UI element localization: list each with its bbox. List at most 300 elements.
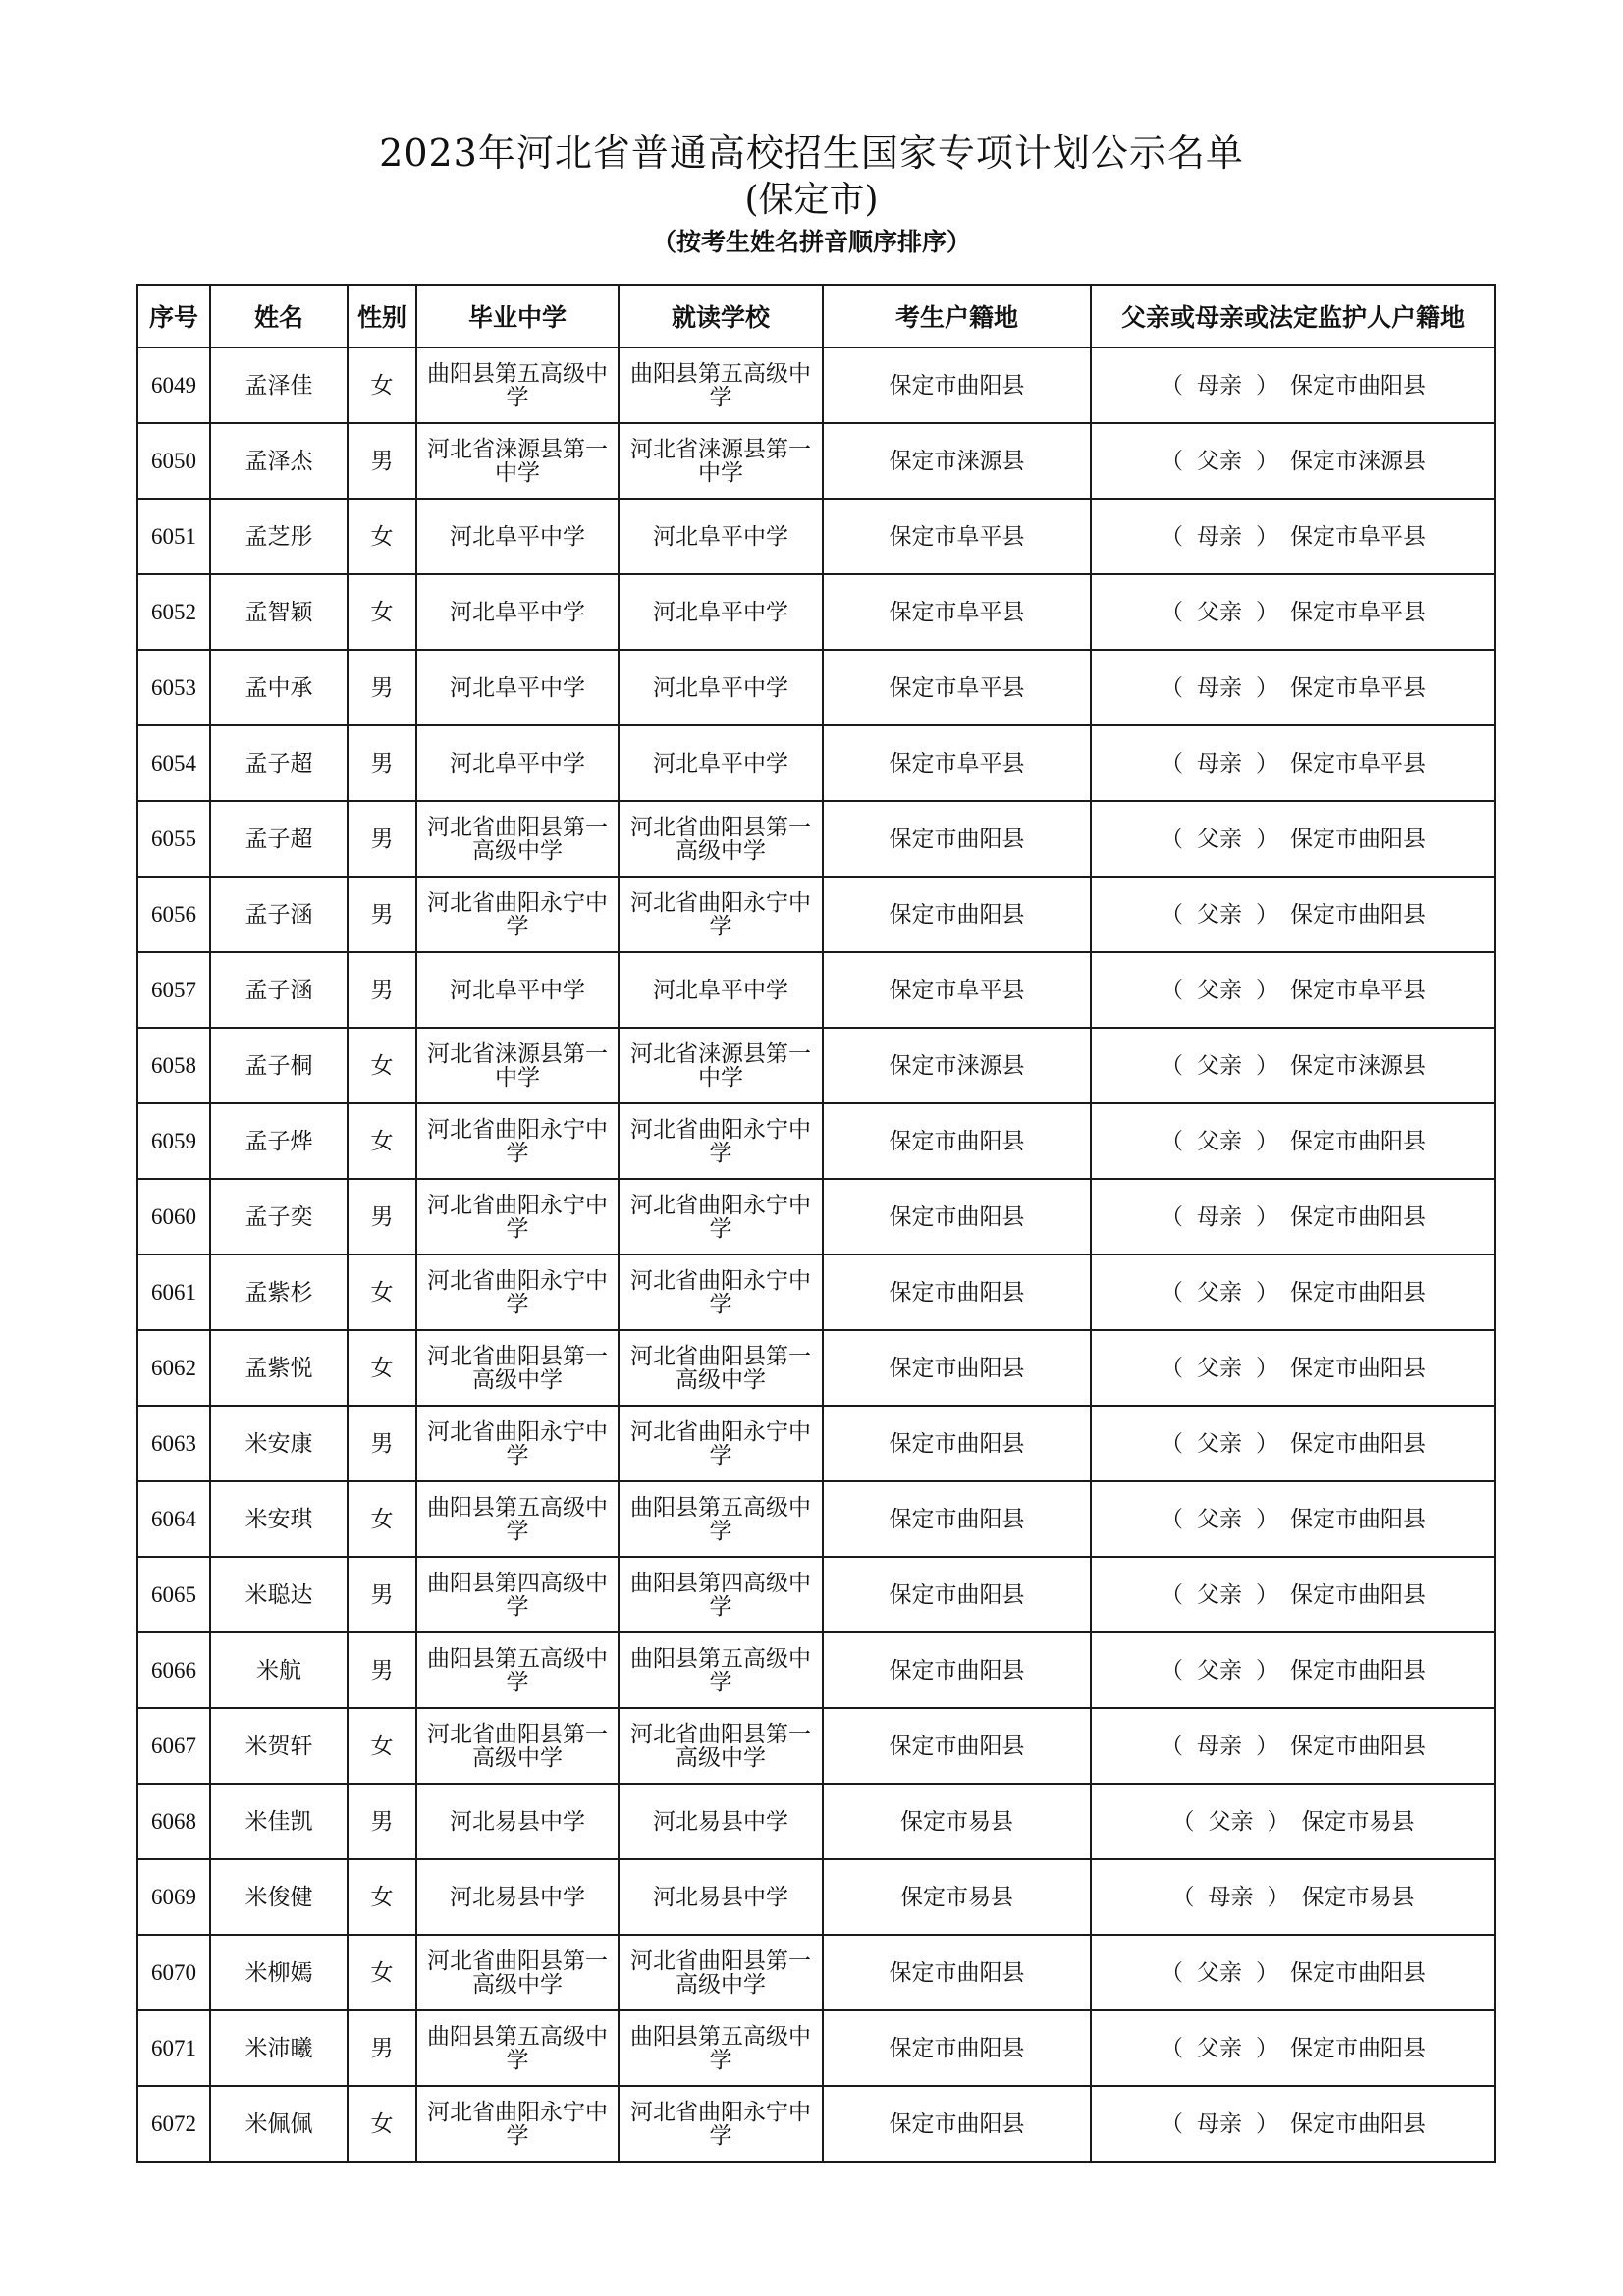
cell-name: 米聪达	[210, 1557, 348, 1632]
paren-close: ）	[1256, 1959, 1278, 1986]
cell-gender: 女	[348, 1255, 416, 1330]
cell-id: 6068	[137, 1784, 210, 1859]
cell-study-school: 河北省曲阳永宁中学	[619, 1103, 823, 1179]
table-row	[137, 2086, 1495, 2162]
cell-residence: 保定市曲阳县	[823, 1330, 1091, 1406]
table-row	[137, 1330, 1495, 1406]
cell-grad-school: 河北易县中学	[416, 1859, 619, 1935]
table-row	[137, 347, 1495, 423]
cell-gender: 女	[348, 574, 416, 650]
cell-name: 孟紫悦	[210, 1330, 348, 1406]
table-row	[137, 725, 1495, 801]
guardian-relation: 父亲	[1197, 1279, 1242, 1306]
cell-name: 孟子超	[210, 801, 348, 877]
cell-id: 6054	[137, 725, 210, 801]
cell-grad-school: 河北阜平中学	[416, 499, 619, 574]
table-row	[137, 650, 1495, 725]
table-header	[137, 285, 1495, 347]
cell-gender: 女	[348, 1481, 416, 1557]
header-name: 姓名	[210, 285, 348, 347]
paren-open: （	[1161, 2110, 1183, 2137]
cell-residence: 保定市曲阳县	[823, 1708, 1091, 1784]
cell-guardian-residence	[1091, 423, 1495, 499]
guardian-relation: 父亲	[1197, 977, 1242, 1003]
guardian-relation: 母亲	[1197, 523, 1242, 550]
paren-close: ）	[1256, 599, 1278, 625]
cell-grad-school: 河北省曲阳永宁中学	[416, 1255, 619, 1330]
cell-study-school: 河北省曲阳永宁中学	[619, 1255, 823, 1330]
guardian-location: 保定市阜平县	[1290, 674, 1426, 701]
cell-study-school: 河北省曲阳永宁中学	[619, 877, 823, 952]
guardian-relation: 父亲	[1197, 1355, 1242, 1381]
cell-guardian-residence	[1091, 725, 1495, 801]
cell-id: 6061	[137, 1255, 210, 1330]
cell-grad-school: 曲阳县第五高级中学	[416, 347, 619, 423]
cell-name: 孟子涵	[210, 877, 348, 952]
paren-open: （	[1161, 2035, 1183, 2061]
cell-study-school: 河北阜平中学	[619, 499, 823, 574]
cell-residence: 保定市阜平县	[823, 499, 1091, 574]
paren-open: （	[1171, 1808, 1195, 1835]
paren-open: （	[1161, 1959, 1183, 1986]
cell-gender: 女	[348, 1859, 416, 1935]
cell-grad-school: 河北省曲阳县第一高级中学	[416, 1330, 619, 1406]
cell-gender: 女	[348, 347, 416, 423]
cell-guardian-residence	[1091, 1557, 1495, 1632]
guardian-location: 保定市曲阳县	[1290, 826, 1426, 852]
guardian-relation: 父亲	[1197, 1581, 1242, 1608]
cell-grad-school: 河北省曲阳永宁中学	[416, 1179, 619, 1255]
header-study-school: 就读学校	[619, 285, 823, 347]
paren-close: ）	[1256, 1581, 1278, 1608]
paren-open: （	[1161, 372, 1183, 399]
cell-residence: 保定市涞源县	[823, 423, 1091, 499]
paren-close: ）	[1256, 1279, 1278, 1306]
table-row	[137, 1103, 1495, 1179]
cell-id: 6053	[137, 650, 210, 725]
cell-grad-school: 河北省曲阳县第一高级中学	[416, 801, 619, 877]
cell-guardian-residence	[1091, 2010, 1495, 2086]
cell-residence: 保定市阜平县	[823, 952, 1091, 1028]
guardian-location: 保定市曲阳县	[1290, 1657, 1426, 1683]
page-title: 2023年河北省普通高校招生国家专项计划公示名单	[379, 132, 1244, 175]
paren-close: ）	[1256, 977, 1278, 1003]
cell-guardian-residence	[1091, 1255, 1495, 1330]
cell-id: 6067	[137, 1708, 210, 1784]
cell-grad-school: 河北阜平中学	[416, 725, 619, 801]
guardian-location: 保定市涞源县	[1290, 1052, 1426, 1079]
table-row	[137, 1859, 1495, 1935]
cell-id: 6049	[137, 347, 210, 423]
guardian-location: 保定市曲阳县	[1290, 1203, 1426, 1230]
cell-residence: 保定市阜平县	[823, 574, 1091, 650]
cell-id: 6051	[137, 499, 210, 574]
cell-residence: 保定市曲阳县	[823, 877, 1091, 952]
table-row	[137, 499, 1495, 574]
guardian-relation: 父亲	[1208, 1808, 1254, 1835]
cell-grad-school: 曲阳县第五高级中学	[416, 1481, 619, 1557]
cell-id: 6055	[137, 801, 210, 877]
paren-open: （	[1161, 1430, 1183, 1457]
guardian-location: 保定市易县	[1301, 1884, 1415, 1910]
cell-name: 米沛曦	[210, 2010, 348, 2086]
cell-grad-school: 河北省涞源县第一中学	[416, 423, 619, 499]
cell-residence: 保定市曲阳县	[823, 2086, 1091, 2162]
cell-gender: 男	[348, 423, 416, 499]
table-row	[137, 574, 1495, 650]
cell-grad-school: 河北省曲阳县第一高级中学	[416, 1708, 619, 1784]
header-row	[137, 285, 1495, 347]
cell-grad-school: 河北省曲阳永宁中学	[416, 1406, 619, 1481]
cell-name: 孟子超	[210, 725, 348, 801]
paren-open: （	[1161, 977, 1183, 1003]
cell-name: 孟子桐	[210, 1028, 348, 1103]
paren-open: （	[1161, 674, 1183, 701]
paren-open: （	[1161, 1279, 1183, 1306]
guardian-relation: 父亲	[1197, 1128, 1242, 1154]
header-gender: 性别	[348, 285, 416, 347]
cell-residence: 保定市阜平县	[823, 725, 1091, 801]
cell-residence: 保定市曲阳县	[823, 1481, 1091, 1557]
cell-gender: 女	[348, 1103, 416, 1179]
page-subtitle: (保定市)	[744, 180, 879, 220]
cell-name: 孟泽杰	[210, 423, 348, 499]
cell-gender: 女	[348, 1028, 416, 1103]
cell-gender: 男	[348, 650, 416, 725]
cell-name: 孟子烨	[210, 1103, 348, 1179]
cell-name: 米佳凯	[210, 1784, 348, 1859]
cell-name: 孟芝彤	[210, 499, 348, 574]
table-row	[137, 1255, 1495, 1330]
guardian-location: 保定市曲阳县	[1290, 901, 1426, 928]
cell-grad-school: 河北省曲阳永宁中学	[416, 2086, 619, 2162]
cell-id: 6065	[137, 1557, 210, 1632]
cell-name: 米贺轩	[210, 1708, 348, 1784]
cell-grad-school: 河北阜平中学	[416, 952, 619, 1028]
cell-guardian-residence	[1091, 1406, 1495, 1481]
paren-close: ）	[1256, 674, 1278, 701]
paren-open: （	[1161, 523, 1183, 550]
header-guardian-residence: 父亲或母亲或法定监护人户籍地	[1091, 285, 1495, 347]
table-row	[137, 1481, 1495, 1557]
cell-name: 孟子涵	[210, 952, 348, 1028]
cell-guardian-residence	[1091, 1784, 1495, 1859]
guardian-relation: 父亲	[1197, 1052, 1242, 1079]
cell-guardian-residence	[1091, 1179, 1495, 1255]
cell-gender: 男	[348, 952, 416, 1028]
cell-guardian-residence	[1091, 1481, 1495, 1557]
cell-gender: 男	[348, 2010, 416, 2086]
cell-study-school: 河北省曲阳县第一高级中学	[619, 1935, 823, 2010]
cell-study-school: 河北省曲阳县第一高级中学	[619, 1708, 823, 1784]
paren-close: ）	[1256, 2035, 1278, 2061]
cell-name: 孟紫杉	[210, 1255, 348, 1330]
guardian-relation: 母亲	[1208, 1884, 1254, 1910]
paren-close: ）	[1256, 1355, 1278, 1381]
cell-guardian-residence	[1091, 1708, 1495, 1784]
cell-name: 孟子奕	[210, 1179, 348, 1255]
cell-grad-school: 河北易县中学	[416, 1784, 619, 1859]
cell-id: 6056	[137, 877, 210, 952]
cell-study-school: 曲阳县第五高级中学	[619, 347, 823, 423]
cell-id: 6060	[137, 1179, 210, 1255]
cell-gender: 男	[348, 1632, 416, 1708]
cell-name: 米柳嫣	[210, 1935, 348, 2010]
cell-gender: 男	[348, 877, 416, 952]
cell-residence: 保定市曲阳县	[823, 2010, 1091, 2086]
cell-guardian-residence	[1091, 347, 1495, 423]
cell-name: 孟智颖	[210, 574, 348, 650]
paren-open: （	[1171, 1884, 1195, 1910]
roster-table	[136, 284, 1496, 2163]
cell-id: 6070	[137, 1935, 210, 2010]
cell-residence: 保定市曲阳县	[823, 1935, 1091, 2010]
cell-name: 米安康	[210, 1406, 348, 1481]
cell-gender: 男	[348, 1557, 416, 1632]
paren-close: ）	[1256, 372, 1278, 399]
cell-study-school: 曲阳县第五高级中学	[619, 2010, 823, 2086]
guardian-relation: 父亲	[1197, 1657, 1242, 1683]
cell-guardian-residence	[1091, 2086, 1495, 2162]
paren-open: （	[1161, 1052, 1183, 1079]
guardian-relation: 父亲	[1197, 1959, 1242, 1986]
paren-close: ）	[1256, 1052, 1278, 1079]
header-grad-school: 毕业中学	[416, 285, 619, 347]
guardian-location: 保定市曲阳县	[1290, 1733, 1426, 1759]
table-row	[137, 1179, 1495, 1255]
paren-open: （	[1161, 599, 1183, 625]
cell-study-school: 河北阜平中学	[619, 650, 823, 725]
cell-grad-school: 曲阳县第五高级中学	[416, 1632, 619, 1708]
guardian-location: 保定市曲阳县	[1290, 1279, 1426, 1306]
paren-close: ）	[1256, 523, 1278, 550]
cell-guardian-residence	[1091, 499, 1495, 574]
cell-grad-school: 河北省曲阳永宁中学	[416, 1103, 619, 1179]
paren-open: （	[1161, 826, 1183, 852]
cell-gender: 男	[348, 725, 416, 801]
paren-open: （	[1161, 1128, 1183, 1154]
table-row	[137, 1784, 1495, 1859]
cell-study-school: 曲阳县第五高级中学	[619, 1481, 823, 1557]
cell-residence: 保定市曲阳县	[823, 1632, 1091, 1708]
cell-id: 6064	[137, 1481, 210, 1557]
table-row	[137, 2010, 1495, 2086]
cell-residence: 保定市曲阳县	[823, 347, 1091, 423]
cell-residence: 保定市曲阳县	[823, 1179, 1091, 1255]
paren-open: （	[1161, 1203, 1183, 1230]
guardian-location: 保定市曲阳县	[1290, 1581, 1426, 1608]
cell-id: 6050	[137, 423, 210, 499]
cell-guardian-residence	[1091, 1859, 1495, 1935]
guardian-location: 保定市曲阳县	[1290, 1355, 1426, 1381]
cell-guardian-residence	[1091, 1632, 1495, 1708]
cell-guardian-residence	[1091, 801, 1495, 877]
paren-close: ）	[1256, 826, 1278, 852]
cell-guardian-residence	[1091, 1103, 1495, 1179]
paren-open: （	[1161, 750, 1183, 776]
table-row	[137, 1935, 1495, 2010]
cell-id: 6062	[137, 1330, 210, 1406]
table-row	[137, 1632, 1495, 1708]
cell-grad-school: 河北阜平中学	[416, 574, 619, 650]
guardian-relation: 母亲	[1197, 372, 1242, 399]
table-body	[137, 347, 1495, 2162]
guardian-relation: 父亲	[1197, 901, 1242, 928]
cell-residence: 保定市曲阳县	[823, 801, 1091, 877]
table-row	[137, 801, 1495, 877]
cell-residence: 保定市易县	[823, 1859, 1091, 1935]
paren-open: （	[1161, 901, 1183, 928]
cell-name: 米安琪	[210, 1481, 348, 1557]
guardian-relation: 父亲	[1197, 826, 1242, 852]
guardian-location: 保定市曲阳县	[1290, 1128, 1426, 1154]
table-row	[137, 877, 1495, 952]
cell-guardian-residence	[1091, 952, 1495, 1028]
cell-study-school: 曲阳县第五高级中学	[619, 1632, 823, 1708]
table-row	[137, 423, 1495, 499]
cell-study-school: 曲阳县第四高级中学	[619, 1557, 823, 1632]
cell-residence: 保定市曲阳县	[823, 1557, 1091, 1632]
cell-residence: 保定市易县	[823, 1784, 1091, 1859]
cell-study-school: 河北省曲阳永宁中学	[619, 1179, 823, 1255]
paren-close: ）	[1267, 1884, 1290, 1910]
cell-gender: 男	[348, 1179, 416, 1255]
cell-guardian-residence	[1091, 650, 1495, 725]
paren-close: ）	[1256, 1203, 1278, 1230]
cell-grad-school: 曲阳县第五高级中学	[416, 2010, 619, 2086]
cell-name: 米俊健	[210, 1859, 348, 1935]
paren-close: ）	[1256, 750, 1278, 776]
cell-gender: 女	[348, 1935, 416, 2010]
guardian-location: 保定市曲阳县	[1290, 1506, 1426, 1532]
guardian-relation: 父亲	[1197, 599, 1242, 625]
guardian-location: 保定市曲阳县	[1290, 372, 1426, 399]
guardian-location: 保定市曲阳县	[1290, 1430, 1426, 1457]
cell-grad-school: 河北省涞源县第一中学	[416, 1028, 619, 1103]
cell-gender: 男	[348, 1406, 416, 1481]
paren-close: ）	[1256, 448, 1278, 474]
cell-study-school: 河北阜平中学	[619, 952, 823, 1028]
guardian-relation: 父亲	[1197, 448, 1242, 474]
cell-study-school: 河北易县中学	[619, 1859, 823, 1935]
cell-residence: 保定市曲阳县	[823, 1103, 1091, 1179]
cell-id: 6071	[137, 2010, 210, 2086]
guardian-location: 保定市曲阳县	[1290, 2035, 1426, 2061]
guardian-relation: 母亲	[1197, 2110, 1242, 2137]
paren-open: （	[1161, 1355, 1183, 1381]
cell-guardian-residence	[1091, 1028, 1495, 1103]
guardian-location: 保定市易县	[1301, 1808, 1415, 1835]
table-row	[137, 1028, 1495, 1103]
cell-residence: 保定市阜平县	[823, 650, 1091, 725]
paren-close: ）	[1256, 1506, 1278, 1532]
paren-open: （	[1161, 1657, 1183, 1683]
guardian-location: 保定市阜平县	[1290, 523, 1426, 550]
cell-id: 6057	[137, 952, 210, 1028]
guardian-location: 保定市阜平县	[1290, 750, 1426, 776]
cell-study-school: 河北省曲阳永宁中学	[619, 2086, 823, 2162]
guardian-location: 保定市阜平县	[1290, 977, 1426, 1003]
cell-study-school: 河北阜平中学	[619, 725, 823, 801]
cell-study-school: 河北易县中学	[619, 1784, 823, 1859]
paren-close: ）	[1256, 2110, 1278, 2137]
cell-study-school: 河北省曲阳县第一高级中学	[619, 1330, 823, 1406]
cell-residence: 保定市曲阳县	[823, 1255, 1091, 1330]
paren-close: ）	[1256, 1733, 1278, 1759]
cell-id: 6059	[137, 1103, 210, 1179]
guardian-relation: 母亲	[1197, 750, 1242, 776]
cell-id: 6066	[137, 1632, 210, 1708]
paren-close: ）	[1256, 1128, 1278, 1154]
cell-gender: 男	[348, 801, 416, 877]
paren-open: （	[1161, 448, 1183, 474]
guardian-location: 保定市曲阳县	[1290, 2110, 1426, 2137]
cell-gender: 女	[348, 2086, 416, 2162]
cell-id: 6072	[137, 2086, 210, 2162]
guardian-location: 保定市涞源县	[1290, 448, 1426, 474]
paren-close: ）	[1267, 1808, 1290, 1835]
cell-residence: 保定市涞源县	[823, 1028, 1091, 1103]
cell-name: 米航	[210, 1632, 348, 1708]
cell-id: 6052	[137, 574, 210, 650]
cell-grad-school: 河北省曲阳县第一高级中学	[416, 1935, 619, 2010]
cell-guardian-residence	[1091, 1330, 1495, 1406]
cell-id: 6063	[137, 1406, 210, 1481]
cell-id: 6069	[137, 1859, 210, 1935]
cell-study-school: 河北省涞源县第一中学	[619, 423, 823, 499]
cell-name: 米佩佩	[210, 2086, 348, 2162]
cell-gender: 女	[348, 1708, 416, 1784]
table-row	[137, 952, 1495, 1028]
cell-name: 孟中承	[210, 650, 348, 725]
cell-grad-school: 河北省曲阳永宁中学	[416, 877, 619, 952]
paren-close: ）	[1256, 1657, 1278, 1683]
guardian-location: 保定市曲阳县	[1290, 1959, 1426, 1986]
cell-guardian-residence	[1091, 1935, 1495, 2010]
cell-name: 孟泽佳	[210, 347, 348, 423]
cell-residence: 保定市曲阳县	[823, 1406, 1091, 1481]
cell-gender: 男	[348, 1784, 416, 1859]
guardian-relation: 父亲	[1197, 2035, 1242, 2061]
cell-study-school: 河北阜平中学	[619, 574, 823, 650]
header-residence: 考生户籍地	[823, 285, 1091, 347]
cell-grad-school: 曲阳县第四高级中学	[416, 1557, 619, 1632]
guardian-relation: 父亲	[1197, 1430, 1242, 1457]
table-row	[137, 1708, 1495, 1784]
guardian-location: 保定市阜平县	[1290, 599, 1426, 625]
paren-open: （	[1161, 1506, 1183, 1532]
guardian-relation: 母亲	[1197, 1203, 1242, 1230]
table-row	[137, 1406, 1495, 1481]
guardian-relation: 母亲	[1197, 1733, 1242, 1759]
paren-close: ）	[1256, 1430, 1278, 1457]
sort-note: （按考生姓名拼音顺序排序）	[651, 228, 971, 256]
table-row	[137, 1557, 1495, 1632]
cell-grad-school: 河北阜平中学	[416, 650, 619, 725]
cell-study-school: 河北省曲阳永宁中学	[619, 1406, 823, 1481]
paren-close: ）	[1256, 901, 1278, 928]
cell-gender: 女	[348, 499, 416, 574]
header-id: 序号	[137, 285, 210, 347]
guardian-relation: 父亲	[1197, 1506, 1242, 1532]
cell-study-school: 河北省涞源县第一中学	[619, 1028, 823, 1103]
cell-gender: 女	[348, 1330, 416, 1406]
guardian-relation: 母亲	[1197, 674, 1242, 701]
cell-id: 6058	[137, 1028, 210, 1103]
cell-guardian-residence	[1091, 574, 1495, 650]
paren-open: （	[1161, 1581, 1183, 1608]
paren-open: （	[1161, 1733, 1183, 1759]
